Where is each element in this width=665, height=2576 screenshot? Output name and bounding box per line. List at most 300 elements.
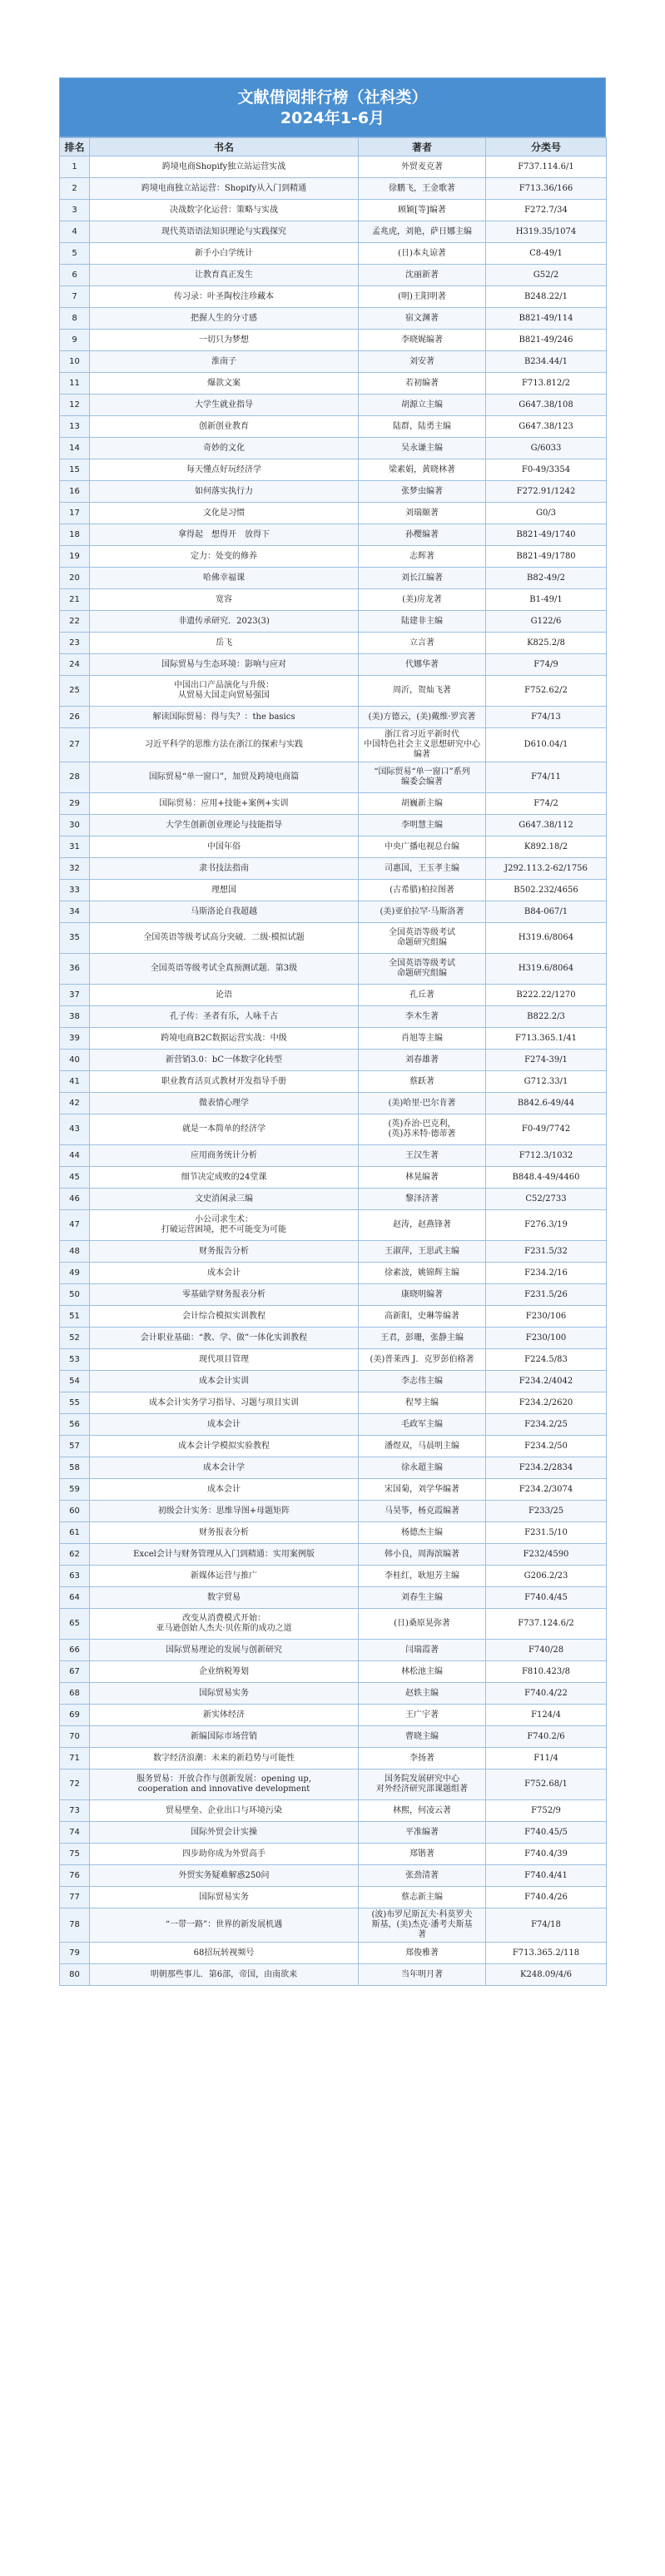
title-cell: 中国年俗 <box>90 836 359 858</box>
rank-cell: 15 <box>60 459 90 481</box>
author-cell: 李木生著 <box>359 1006 486 1028</box>
title-cell: 初级会计实务：思维导图+母题矩阵 <box>90 1501 359 1522</box>
author-cell: 全国英语等级考试 命题研究组编 <box>359 954 486 985</box>
author-cell: 刘瑞颐著 <box>359 503 486 524</box>
rank-cell: 21 <box>60 589 90 611</box>
title-cell: 现代项目管理 <box>90 1349 359 1371</box>
code-cell: F0-49/3354 <box>486 459 607 481</box>
code-cell: H319.6/8064 <box>486 954 607 985</box>
code-cell: F740.4/22 <box>486 1683 607 1705</box>
title-cell: 定力：处变的修养 <box>90 546 359 568</box>
title-cell: 中国出口产品演化与升级： 从贸易大国走向贸易强国 <box>90 676 359 707</box>
table-row <box>60 589 607 611</box>
title-cell: 哈佛幸福课 <box>90 568 359 589</box>
rank-cell: 7 <box>60 286 90 308</box>
title-cell: 大学生创新创业理论与技能指导 <box>90 815 359 836</box>
table-row <box>60 156 607 178</box>
table-row <box>60 308 607 330</box>
rank-cell: 6 <box>60 265 90 286</box>
code-cell: F234.2/50 <box>486 1436 607 1457</box>
rank-cell: 74 <box>60 1822 90 1844</box>
rank-cell: 2 <box>60 178 90 200</box>
author-cell: 张劲清著 <box>359 1865 486 1887</box>
title-cell: 国际贸易实务 <box>90 1887 359 1908</box>
table-row <box>60 351 607 373</box>
author-cell: 刘安著 <box>359 351 486 373</box>
title-cell: 文化是习惯 <box>90 503 359 524</box>
author-cell: (古希腊)柏拉图著 <box>359 880 486 901</box>
author-cell: 潘煜双，马晨明主编 <box>359 1436 486 1457</box>
code-cell: C52/2733 <box>486 1189 607 1210</box>
table-row <box>60 459 607 481</box>
table-row <box>60 954 607 985</box>
table-row <box>60 286 607 308</box>
table-row <box>60 1683 607 1705</box>
rank-cell: 28 <box>60 762 90 793</box>
author-cell: “国际贸易“单一窗口”系列 编委会编著 <box>359 762 486 793</box>
table-row <box>60 503 607 524</box>
title-cell: 让教育真正发生 <box>90 265 359 286</box>
author-cell: 杨德杰主编 <box>359 1522 486 1544</box>
title-cell: 国际贸易“单一窗口”，加贸及跨境电商篇 <box>90 762 359 793</box>
rank-cell: 62 <box>60 1544 90 1566</box>
rank-cell: 1 <box>60 156 90 178</box>
code-cell: K248.09/4/6 <box>486 1964 607 1986</box>
title-cell: 成本会计 <box>90 1479 359 1501</box>
code-cell: G52/2 <box>486 265 607 286</box>
header-rank: 排名 <box>60 138 90 156</box>
rank-cell: 33 <box>60 880 90 901</box>
author-cell: (美)房龙著 <box>359 589 486 611</box>
rank-cell: 45 <box>60 1167 90 1189</box>
table-row <box>60 1457 607 1479</box>
code-cell: F713.365.2/118 <box>486 1943 607 1964</box>
author-cell: (美)亚伯拉罕·马斯洛著 <box>359 901 486 923</box>
title-cell: 微表情心理学 <box>90 1093 359 1114</box>
rank-cell: 8 <box>60 308 90 330</box>
title-cell: 数字经济浪潮：未来的新趋势与可能性 <box>90 1748 359 1769</box>
table-row <box>60 1349 607 1371</box>
author-cell: 郑锴著 <box>359 1844 486 1865</box>
title-cell: 文史消闲录三编 <box>90 1189 359 1210</box>
title-cell: 如何落实执行力 <box>90 481 359 503</box>
rank-cell: 69 <box>60 1705 90 1726</box>
code-cell: F712.3/1032 <box>486 1145 607 1167</box>
author-cell: 徐永超主编 <box>359 1457 486 1479</box>
author-cell: 孟兆虎，刘艳，萨日娜主编 <box>359 221 486 243</box>
table-row <box>60 1705 607 1726</box>
rank-cell: 76 <box>60 1865 90 1887</box>
rank-cell: 22 <box>60 611 90 633</box>
table-row <box>60 1263 607 1284</box>
table-row <box>60 1028 607 1050</box>
table-row <box>60 1522 607 1544</box>
rank-cell: 16 <box>60 481 90 503</box>
code-cell: G712.33/1 <box>486 1071 607 1093</box>
author-cell: 胡巍新主编 <box>359 793 486 815</box>
table-row <box>60 1964 607 1986</box>
rank-cell: 63 <box>60 1566 90 1587</box>
author-cell: 若初编著 <box>359 373 486 395</box>
table-row <box>60 438 607 459</box>
code-cell: F234.2/4042 <box>486 1371 607 1392</box>
title-cell: 孔子传：圣者有乐，人咏千古 <box>90 1006 359 1028</box>
title-cell: 成本会计 <box>90 1263 359 1284</box>
author-cell: 司惠国，王玉孝主编 <box>359 858 486 880</box>
author-cell: 宿文渊著 <box>359 308 486 330</box>
title-cell: 明朝那些事儿．第6部，帝国，由南欲来 <box>90 1964 359 1986</box>
title-cell: 国际贸易：应用+技能+案例+实训 <box>90 793 359 815</box>
title-cell: 68招玩转视频号 <box>90 1943 359 1964</box>
table-row <box>60 1306 607 1328</box>
code-cell: C8-49/1 <box>486 243 607 265</box>
title-cell: Excel会计与财务管理从入门到精通：实用案例版 <box>90 1544 359 1566</box>
table-row <box>60 481 607 503</box>
code-cell: G0/3 <box>486 503 607 524</box>
table-row <box>60 1167 607 1189</box>
title-cell: 应用商务统计分析 <box>90 1145 359 1167</box>
table-row <box>60 793 607 815</box>
code-cell: F752/9 <box>486 1800 607 1822</box>
code-cell: F272.7/34 <box>486 200 607 221</box>
title-cell: 会计职业基础：“教、学、做”一体化实训教程 <box>90 1328 359 1349</box>
rank-cell: 71 <box>60 1748 90 1769</box>
rank-cell: 54 <box>60 1371 90 1392</box>
table-row <box>60 923 607 954</box>
code-cell: G647.38/123 <box>486 416 607 438</box>
author-cell: 刘春生主编 <box>359 1587 486 1609</box>
rank-cell: 52 <box>60 1328 90 1349</box>
title-cell: 企业纳税筹划 <box>90 1661 359 1683</box>
author-cell: 志辉著 <box>359 546 486 568</box>
code-cell: F740/28 <box>486 1640 607 1661</box>
rank-cell: 41 <box>60 1071 90 1093</box>
rank-cell: 29 <box>60 793 90 815</box>
code-cell: F740.4/39 <box>486 1844 607 1865</box>
table-row <box>60 633 607 654</box>
code-cell: F234.2/2620 <box>486 1392 607 1414</box>
code-cell: G206.2/23 <box>486 1566 607 1587</box>
author-cell: 韩小良，周海滨编著 <box>359 1544 486 1566</box>
title-cell: 跨境电商Shopify独立站运营实战 <box>90 156 359 178</box>
code-cell: F752.68/1 <box>486 1769 607 1800</box>
code-cell: B822.2/3 <box>486 1006 607 1028</box>
title-cell: 淮南子 <box>90 351 359 373</box>
title-cell: 跨境电商B2C数据运营实战：中级 <box>90 1028 359 1050</box>
rank-cell: 79 <box>60 1943 90 1964</box>
title-cell: 奇妙的文化 <box>90 438 359 459</box>
header-row <box>60 138 607 156</box>
code-cell: B821-49/1780 <box>486 546 607 568</box>
table-row <box>60 1392 607 1414</box>
title-cell: 理想国 <box>90 880 359 901</box>
code-cell: K825.2/8 <box>486 633 607 654</box>
code-cell: F11/4 <box>486 1748 607 1769</box>
table-row <box>60 901 607 923</box>
title-banner <box>59 77 606 137</box>
title-cell: 全国英语等级考试高分突破．二级·模拟试题 <box>90 923 359 954</box>
code-cell: F740.4/41 <box>486 1865 607 1887</box>
table-row <box>60 1501 607 1522</box>
rank-cell: 3 <box>60 200 90 221</box>
title-cell: 拿得起 想得开 放得下 <box>90 524 359 546</box>
author-cell: (英)乔治·巴克利， (英)苏米特·德蒂著 <box>359 1114 486 1145</box>
rank-cell: 66 <box>60 1640 90 1661</box>
code-cell: F274-39/1 <box>486 1050 607 1071</box>
author-cell: 李晓娓编著 <box>359 330 486 351</box>
code-cell: F231.5/10 <box>486 1522 607 1544</box>
table-row <box>60 1908 607 1943</box>
author-cell: (日)桑原晃弥著 <box>359 1609 486 1640</box>
rank-cell: 48 <box>60 1241 90 1263</box>
code-cell: B821-49/1740 <box>486 524 607 546</box>
author-cell: 刘春雄著 <box>359 1050 486 1071</box>
title-cell: 改变从消费模式开始： 亚马逊创始人杰夫·贝佐斯的成功之道 <box>90 1609 359 1640</box>
table-row <box>60 330 607 351</box>
rank-cell: 17 <box>60 503 90 524</box>
table-row <box>60 707 607 728</box>
author-cell: 李明慧主编 <box>359 815 486 836</box>
title-cell: 马斯洛论自我超越 <box>90 901 359 923</box>
author-cell: 孙樱编著 <box>359 524 486 546</box>
rank-cell: 19 <box>60 546 90 568</box>
code-cell: F272.91/1242 <box>486 481 607 503</box>
rank-cell: 50 <box>60 1284 90 1306</box>
table-row <box>60 1189 607 1210</box>
author-cell: (日)本丸谅著 <box>359 243 486 265</box>
rank-cell: 27 <box>60 728 90 762</box>
author-cell: 王君，彭珊，张静主编 <box>359 1328 486 1349</box>
table-row <box>60 1640 607 1661</box>
page-subtitle: 2024年1-6月 <box>280 109 385 127</box>
title-cell: 习近平科学的思维方法在浙江的探索与实践 <box>90 728 359 762</box>
author-cell: 外贸麦克著 <box>359 156 486 178</box>
title-cell: 成本会计学模拟实验教程 <box>90 1436 359 1457</box>
table-row <box>60 178 607 200</box>
title-cell: 传习录：叶圣陶校注珍藏本 <box>90 286 359 308</box>
title-cell: 新编国际市场营销 <box>90 1726 359 1748</box>
rank-cell: 42 <box>60 1093 90 1114</box>
code-cell: F752.62/2 <box>486 676 607 707</box>
author-cell: 徐素波，姚锦辉主编 <box>359 1263 486 1284</box>
author-cell: 孔丘著 <box>359 985 486 1006</box>
code-cell: F0-49/7742 <box>486 1114 607 1145</box>
title-cell: 细节决定成败的24堂课 <box>90 1167 359 1189</box>
author-cell: 当年明月著 <box>359 1964 486 1986</box>
table-row <box>60 373 607 395</box>
title-cell: 会计综合模拟实训教程 <box>90 1306 359 1328</box>
rank-cell: 70 <box>60 1726 90 1748</box>
code-cell: G122/6 <box>486 611 607 633</box>
author-cell: 蔡志新主编 <box>359 1887 486 1908</box>
author-cell: 林熙，何凌云著 <box>359 1800 486 1822</box>
table-row <box>60 1006 607 1028</box>
code-cell: J292.113.2-62/1756 <box>486 858 607 880</box>
table-row <box>60 1284 607 1306</box>
title-cell: 职业教育活页式教材开发指导手册 <box>90 1071 359 1093</box>
code-cell: F74/18 <box>486 1908 607 1943</box>
code-cell: K892.18/2 <box>486 836 607 858</box>
table-row <box>60 1822 607 1844</box>
code-cell: F740.4/45 <box>486 1587 607 1609</box>
ranking-table <box>59 137 607 1986</box>
rank-cell: 51 <box>60 1306 90 1328</box>
rank-cell: 30 <box>60 815 90 836</box>
title-cell: 外贸实务疑难解惑250问 <box>90 1865 359 1887</box>
code-cell: G/6033 <box>486 438 607 459</box>
author-cell: 李扬著 <box>359 1748 486 1769</box>
code-cell: B842.6-49/44 <box>486 1093 607 1114</box>
table-row <box>60 1800 607 1822</box>
rank-cell: 34 <box>60 901 90 923</box>
code-cell: G647.38/112 <box>486 815 607 836</box>
rank-cell: 18 <box>60 524 90 546</box>
rank-cell: 57 <box>60 1436 90 1457</box>
rank-cell: 39 <box>60 1028 90 1050</box>
code-cell: F276.3/19 <box>486 1210 607 1241</box>
author-cell: 徐鹏飞，王金歌著 <box>359 178 486 200</box>
rank-cell: 61 <box>60 1522 90 1544</box>
code-cell: F74/9 <box>486 654 607 676</box>
code-cell: F234.2/16 <box>486 1263 607 1284</box>
rank-cell: 20 <box>60 568 90 589</box>
rank-cell: 26 <box>60 707 90 728</box>
author-cell: 王广宇著 <box>359 1705 486 1726</box>
author-cell: 王淑萍，王思武主编 <box>359 1241 486 1263</box>
title-cell: 解读国际贸易：得与失？：the basics <box>90 707 359 728</box>
table-row <box>60 568 607 589</box>
title-cell: 成本会计学 <box>90 1457 359 1479</box>
code-cell: B1-49/1 <box>486 589 607 611</box>
rank-cell: 9 <box>60 330 90 351</box>
author-cell: 黎泽济著 <box>359 1189 486 1210</box>
table-row <box>60 1609 607 1640</box>
table-row <box>60 1145 607 1167</box>
rank-cell: 23 <box>60 633 90 654</box>
title-cell: 成本会计 <box>90 1414 359 1436</box>
code-cell: F74/2 <box>486 793 607 815</box>
code-cell: H319.35/1074 <box>486 221 607 243</box>
code-cell: F231.5/32 <box>486 1241 607 1263</box>
title-cell: 论语 <box>90 985 359 1006</box>
author-cell: 王汉生著 <box>359 1145 486 1167</box>
rank-cell: 80 <box>60 1964 90 1986</box>
title-cell: 成本会计实务学习指导、习题与项目实训 <box>90 1392 359 1414</box>
rank-cell: 78 <box>60 1908 90 1943</box>
title-cell: 国际贸易理论的发展与创新研究 <box>90 1640 359 1661</box>
table-row <box>60 654 607 676</box>
rank-cell: 38 <box>60 1006 90 1028</box>
title-cell: 四步助你成为外贸高手 <box>90 1844 359 1865</box>
title-cell: 把握人生的分寸感 <box>90 308 359 330</box>
author-cell: 梁素娟，黄晓林著 <box>359 459 486 481</box>
author-cell: 闫瑞霞著 <box>359 1640 486 1661</box>
rank-cell: 53 <box>60 1349 90 1371</box>
rank-cell: 75 <box>60 1844 90 1865</box>
table-row <box>60 265 607 286</box>
table-row <box>60 1479 607 1501</box>
table-row <box>60 1865 607 1887</box>
table-row <box>60 243 607 265</box>
author-cell: 林晃编著 <box>359 1167 486 1189</box>
rank-cell: 32 <box>60 858 90 880</box>
rank-cell: 59 <box>60 1479 90 1501</box>
rank-cell: 60 <box>60 1501 90 1522</box>
author-cell: 胡源立主编 <box>359 395 486 416</box>
author-cell: 赵轶主编 <box>359 1683 486 1705</box>
author-cell: 马昊筝，杨克霞编著 <box>359 1501 486 1522</box>
rank-cell: 44 <box>60 1145 90 1167</box>
rank-cell: 55 <box>60 1392 90 1414</box>
table-row <box>60 815 607 836</box>
author-cell: 中央广播电视总台编 <box>359 836 486 858</box>
title-cell: 新媒体运营与推广 <box>90 1566 359 1587</box>
code-cell: B848.4-49/4460 <box>486 1167 607 1189</box>
table-row <box>60 395 607 416</box>
title-cell: 创新创业教育 <box>90 416 359 438</box>
table-row <box>60 676 607 707</box>
code-cell: F233/25 <box>486 1501 607 1522</box>
title-cell: 爆款文案 <box>90 373 359 395</box>
table-row <box>60 836 607 858</box>
table-row <box>60 1436 607 1457</box>
code-cell: B248.22/1 <box>486 286 607 308</box>
table-row <box>60 728 607 762</box>
rank-cell: 10 <box>60 351 90 373</box>
rank-cell: 12 <box>60 395 90 416</box>
author-cell: 张梦虫编著 <box>359 481 486 503</box>
table-row <box>60 416 607 438</box>
code-cell: F74/13 <box>486 707 607 728</box>
table-row <box>60 1114 607 1145</box>
author-cell: (美)普莱西 J．克罗彭伯格著 <box>359 1349 486 1371</box>
code-cell: H319.6/8064 <box>486 923 607 954</box>
rank-cell: 35 <box>60 923 90 954</box>
author-cell: 陆建非主编 <box>359 611 486 633</box>
title-cell: 数字贸易 <box>90 1587 359 1609</box>
title-cell: 小公司求生术： 打破运营困境，把不可能变为可能 <box>90 1210 359 1241</box>
author-cell: 康晓明编著 <box>359 1284 486 1306</box>
ranking-sheet <box>59 77 606 1986</box>
title-cell: 跨境电商独立站运营：Shopify从入门到精通 <box>90 178 359 200</box>
title-cell: 财务报告分析 <box>90 1241 359 1263</box>
code-cell: F740.4/26 <box>486 1887 607 1908</box>
title-cell: 国际贸易与生态环境：影响与应对 <box>90 654 359 676</box>
code-cell: B234.44/1 <box>486 351 607 373</box>
rank-cell: 31 <box>60 836 90 858</box>
rank-cell: 73 <box>60 1800 90 1822</box>
table-row <box>60 221 607 243</box>
title-cell: “一带一路”：世界的新发展机遇 <box>90 1908 359 1943</box>
rank-cell: 37 <box>60 985 90 1006</box>
rank-cell: 77 <box>60 1887 90 1908</box>
author-cell: 陆群，陆勇主编 <box>359 416 486 438</box>
author-cell: 国务院发展研究中心 对外经济研究部课题组著 <box>359 1769 486 1800</box>
rank-cell: 24 <box>60 654 90 676</box>
table-row <box>60 880 607 901</box>
author-cell: 沈丽新著 <box>359 265 486 286</box>
code-cell: B84-067/1 <box>486 901 607 923</box>
title-cell: 现代英语语法知识理论与实践探究 <box>90 221 359 243</box>
code-cell: F713.365.1/41 <box>486 1028 607 1050</box>
title-cell: 非遗传承研究．2023(3) <box>90 611 359 633</box>
author-cell: 立言著 <box>359 633 486 654</box>
rank-cell: 4 <box>60 221 90 243</box>
code-cell: F124/4 <box>486 1705 607 1726</box>
code-cell: F230/106 <box>486 1306 607 1328</box>
title-cell: 国际贸易实务 <box>90 1683 359 1705</box>
table-row <box>60 1050 607 1071</box>
